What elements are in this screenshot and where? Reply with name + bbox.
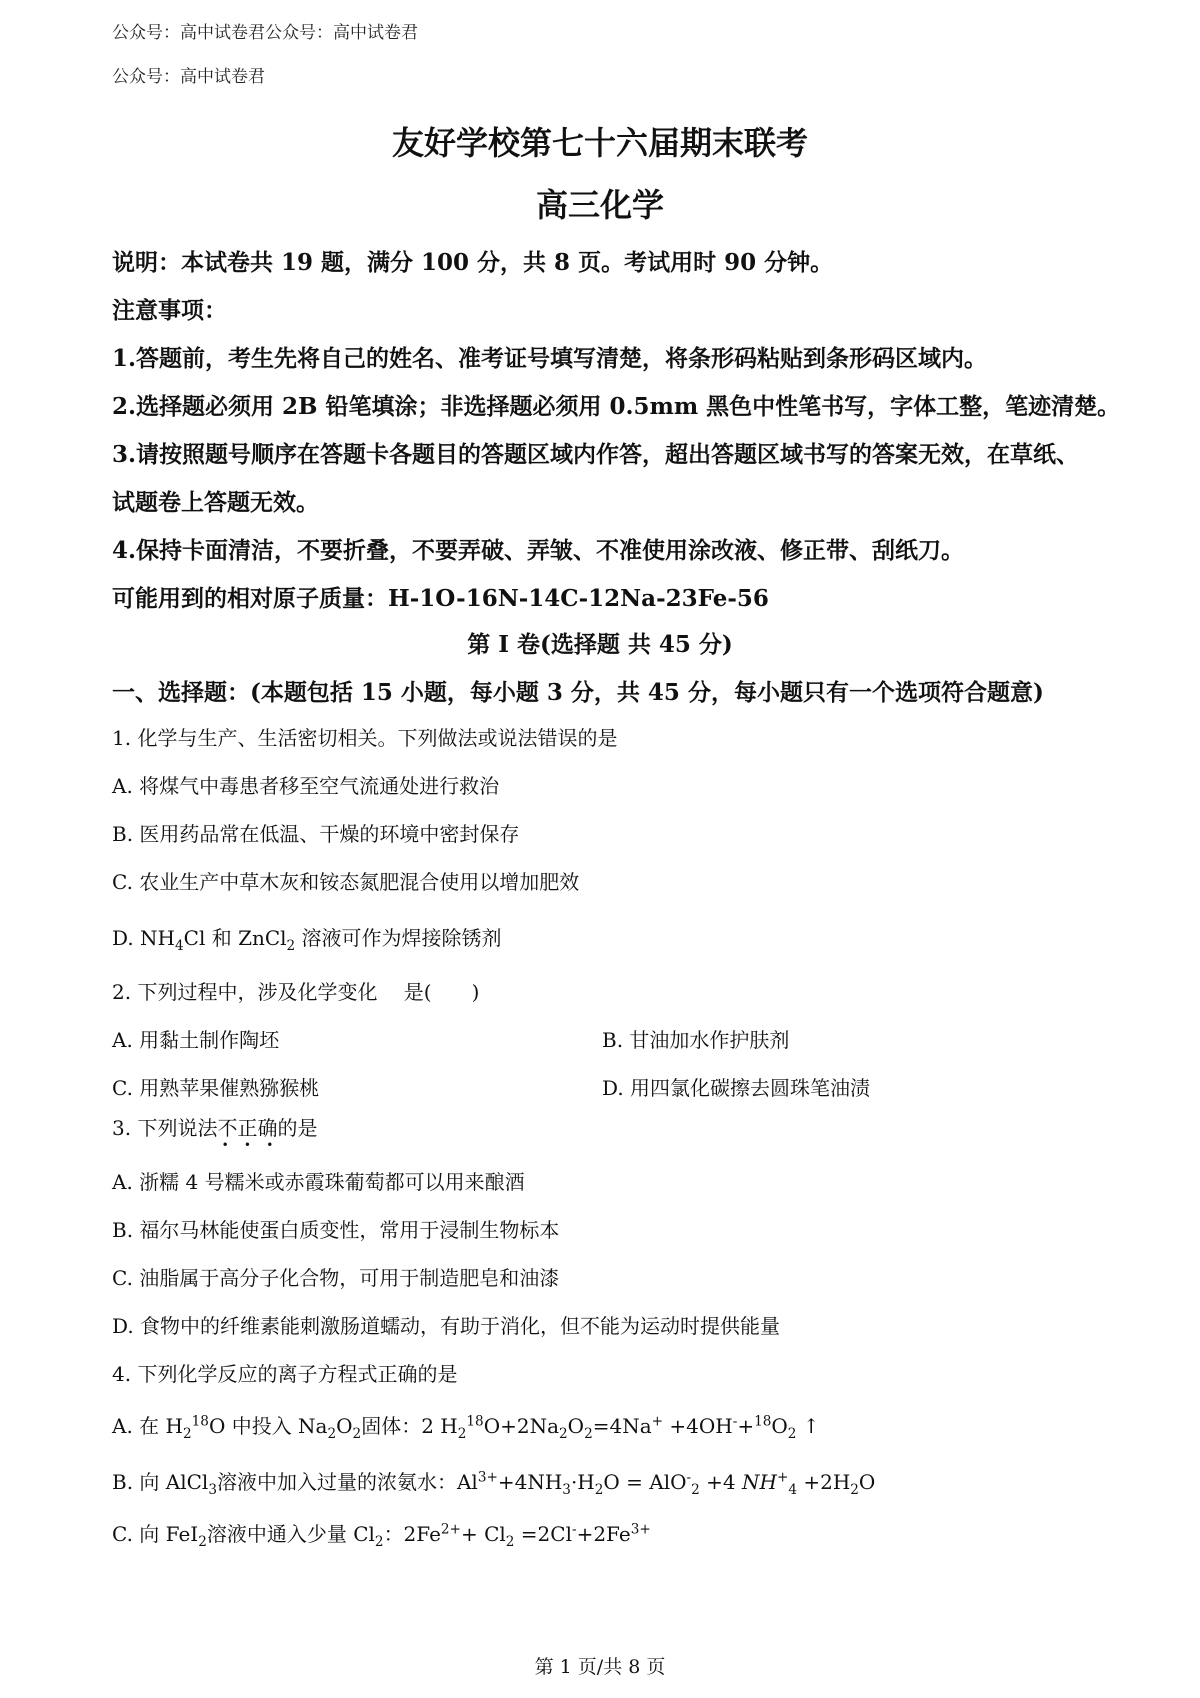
q4-b-part: O [858, 1470, 876, 1494]
q3-stem-suffix: 的是 [277, 1116, 318, 1140]
q4-a-part: 固体：2 H [361, 1414, 458, 1438]
atomic-mass: 可能用到的相对原子质量：H-1O-16N-14C-12Na-23Fe-56 [112, 585, 769, 612]
q2-option-a: A. 用黏土制作陶坯 [112, 1028, 280, 1052]
volume-heading: 第 I 卷(选择题 共 45 分) [467, 631, 733, 658]
note-3a: 3.请按照题号顺序在答题卡各题目的答题区域内作答，超出答题区域书写的答案无效，在草纸、 [112, 441, 1080, 468]
q4-b-part: +2H [796, 1470, 851, 1494]
up-arrow-icon: ↑ [802, 1414, 820, 1438]
q4-a-part: A. 在 H [112, 1414, 183, 1438]
q2-option-c: C. 用熟苹果催熟猕猴桃 [112, 1076, 320, 1100]
q3-stem [112, 1112, 318, 1152]
q4-a-part: O 中投入 Na [208, 1414, 328, 1438]
note-2: 2.选择题必须用 2B 铅笔填涂；非选择题必须用 0.5mm 黑色中性笔书写，字体工整，笔迹清楚。 [112, 393, 1121, 420]
q3-option-b: B. 福尔马林能使蛋白质变性，常用于浸制生物标本 [112, 1218, 560, 1242]
q3-option-d: D. 食物中的纤维素能刺激肠道蠕动，有助于消化，但不能为运动时提供能量 [112, 1314, 781, 1338]
q1-stem: 1. 化学与生产、生活密切相关。下列做法或说法错误的是 [112, 726, 618, 750]
q4-b-part: +4 [699, 1470, 742, 1494]
q4-c-part: +2Fe [576, 1522, 631, 1546]
q4-c-part: C. 向 FeI [112, 1522, 199, 1546]
notes-title: 注意事项： [112, 297, 227, 324]
exam-subtitle: 高三化学 [535, 186, 664, 224]
q1-d-prefix: D. [112, 926, 141, 950]
q1-option-c: C. 农业生产中草木灰和铵态氮肥混合使用以增加肥效 [112, 870, 580, 894]
q1-option-d: D. $NH_4Cl$ 和 ZnCl$_2$ 溶液可作为焊接除锈剂 [112, 926, 502, 954]
q1-option-b: B. 医用药品常在低温、干燥的环境中密封保存 [112, 822, 520, 846]
q4-b-part: B. 向 AlCl [112, 1470, 209, 1494]
q4-option-b: B. 向 AlCl$_3$溶液中加入过量的浓氨水：$Al^{3+}+4NH_3\cdot H_2O = AlO^-_2 +4$ $NH^+_4 +2H_2O$ [112, 1469, 876, 1498]
watermark-line-1: 公众号：高中试卷君公众号：高中试卷君 [112, 23, 418, 43]
note-4: 4.保持卡面清洁，不要折叠，不要弄破、弄皱、不准使用涂改液、修正带、刮纸刀。 [112, 537, 965, 564]
page-footer: 第 1 页/共 8 页 [534, 1656, 666, 1678]
q1-d-mid: Cl 和 ZnCl [183, 926, 287, 950]
q4-b-part: 溶液中加入过量的浓氨水：Al [216, 1470, 478, 1494]
note-1: 1.答题前，考生先将自己的姓名、准考证号填写清楚，将条形码粘贴到条形码区域内。 [112, 345, 988, 372]
q4-stem: 4. 下列化学反应的离子方程式正确的是 [112, 1362, 458, 1386]
watermark-line-2: 公众号：高中试卷君 [112, 67, 265, 87]
q3-stem-prefix: 3. 下列说法 [112, 1116, 218, 1140]
exam-title: 友好学校第七十六届期末联考 [391, 124, 808, 162]
q2-option-b: B. 甘油加水作护肤剂 [602, 1028, 790, 1052]
q4-c-part: =2Cl [514, 1522, 572, 1546]
note-3b: 试题卷上答题无效。 [112, 489, 319, 516]
q4-c-part: ：2Fe [383, 1522, 441, 1546]
exam-description: 说明：本试卷共 19 题，满分 100 分，共 8 页。考试用时 90 分钟。 [112, 249, 834, 276]
q4-a-part: + [737, 1414, 755, 1438]
section-title: 一、选择题：(本题包括 15 小题，每小题 3 分，共 45 分，每小题只有一个选项符合题意) [112, 679, 1044, 706]
q4-c-part: + Cl [460, 1522, 506, 1546]
q3-option-a: A. 浙糯 4 号糯米或赤霞珠葡萄都可以用来酿酒 [112, 1170, 525, 1194]
q3-stem-emphasis [217, 1116, 278, 1152]
q3-option-c: C. 油脂属于高分子化合物，可用于制造肥皂和油漆 [112, 1266, 560, 1290]
q4-c-part: 溶液中通入少量 Cl [206, 1522, 375, 1546]
q3-emphasis-text: 不正确 [217, 1116, 278, 1140]
q4-b-part: +4NH [497, 1470, 563, 1494]
q4-b-part: ·H [570, 1470, 595, 1494]
q2-stem: 2. 下列过程中，涉及化学变化 是( ) [112, 980, 480, 1004]
q4-option-a: A. 在 $H_2^{18}O$ 中投入 $Na_2O_2$固体：2 $H_2^{18}O+2Na_2O_2=4Na^+ +4OH^-+^{18}O_2$ ↑ [112, 1413, 820, 1442]
q4-b-part: O = AlO [603, 1470, 687, 1494]
q2-option-d: D. 用四氯化碳擦去圆珠笔油渍 [602, 1076, 871, 1100]
q4-a-part: =4Na [592, 1414, 652, 1438]
q4-option-c: C. 向 FeI$_2$溶液中通入少量 $Cl_2$：$2Fe^{2+}+ Cl_2 =2Cl^-+2Fe^{3+}$ [112, 1521, 651, 1550]
q4-a-part: +4OH [663, 1414, 733, 1438]
emphasis-dots-icon: • • • [221, 1138, 274, 1152]
q1-option-a: A. 将煤气中毒患者移至空气流通处进行救治 [112, 774, 500, 798]
q1-d-suffix: 溶液可作为焊接除锈剂 [295, 926, 502, 950]
q4-a-part: O+2Na [483, 1414, 560, 1438]
